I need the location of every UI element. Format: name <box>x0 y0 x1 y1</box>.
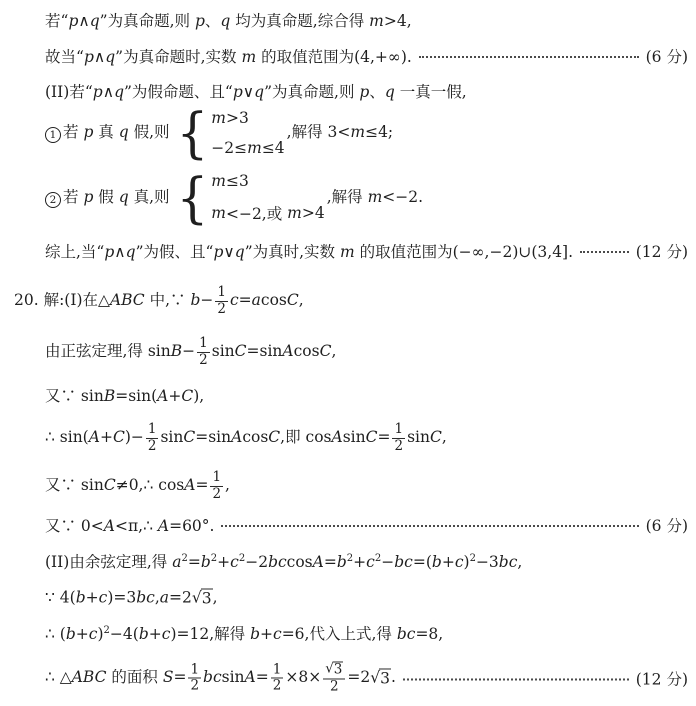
math-variable: p <box>83 48 94 66</box>
solution-line <box>45 336 336 368</box>
text-run: 的面积 <box>106 668 163 686</box>
line-content <box>45 166 424 230</box>
sqrt-expression <box>370 668 391 687</box>
line-content <box>45 101 394 165</box>
text-run: ∧ <box>114 243 126 261</box>
math-variable: c <box>230 553 239 571</box>
math-variable: B <box>170 342 183 360</box>
math-variable: C <box>365 428 378 446</box>
math-variable: p <box>92 83 103 101</box>
text-run: + <box>260 625 273 643</box>
text-run: ∵ 4( <box>45 588 76 607</box>
cases-group <box>176 166 325 230</box>
text-run: ) <box>463 553 470 571</box>
text-run: =sin <box>246 342 283 360</box>
exponent: 2 <box>374 552 382 564</box>
text-run: 、 <box>204 12 221 30</box>
math-variable: p <box>194 12 205 30</box>
text-run: ∴ △ <box>45 668 72 686</box>
text-run: 由正弦定理,得 sin <box>45 342 171 360</box>
math-variable: A <box>184 476 196 494</box>
math-variable: A <box>103 517 115 535</box>
text-run: cos <box>260 291 287 309</box>
solution-line <box>45 45 688 67</box>
math-variable: bc <box>394 553 413 571</box>
text-run: ∨ <box>223 243 235 261</box>
math-variable: m <box>339 243 355 261</box>
math-variable: C <box>234 342 247 360</box>
text-run: 假,则 <box>128 123 175 141</box>
math-variable: p <box>83 123 94 141</box>
math-variable: C <box>112 428 125 446</box>
text-run: 假 <box>93 188 119 206</box>
math-variable: b <box>138 625 149 643</box>
text-run: , <box>154 588 160 607</box>
math-variable: c <box>88 625 98 643</box>
fraction-denominator: 2 <box>199 351 208 368</box>
math-variable: q <box>125 243 136 261</box>
solution-line <box>45 661 688 694</box>
case-row <box>211 109 284 127</box>
math-variable: p <box>213 243 224 261</box>
fraction <box>271 662 284 694</box>
text-run: ”为真命题,则 <box>99 12 195 30</box>
text-run: ,即 cos <box>280 428 332 446</box>
line-content <box>45 422 447 454</box>
text-run: 、 <box>369 83 385 101</box>
math-variable: ABC <box>109 291 145 309</box>
text-run: ∧ <box>78 12 90 30</box>
math-variable: ABC <box>71 668 107 686</box>
math-variable: bc <box>396 625 416 643</box>
math-variable: C <box>181 387 194 405</box>
radical-sign: √ <box>370 668 380 686</box>
text-run: )=12,解得 <box>170 625 251 643</box>
math-variable: q <box>105 48 116 66</box>
math-variable: a <box>159 588 170 607</box>
text-run: + <box>99 428 113 446</box>
math-variable: C <box>429 428 442 446</box>
exponent: 2 <box>346 552 354 564</box>
text-run: ,解得 3< <box>286 123 351 141</box>
math-variable: A <box>88 428 100 446</box>
fraction <box>392 422 405 454</box>
math-variable: a <box>172 553 182 571</box>
solution-line <box>45 622 443 644</box>
radicand: 3 <box>201 589 212 608</box>
line-content <box>45 336 336 368</box>
math-variable: p <box>68 12 79 30</box>
math-variable: A <box>231 428 243 446</box>
text-run: )=3 <box>107 588 137 607</box>
text-run: , <box>298 291 304 309</box>
math-variable: b <box>65 625 76 643</box>
exponent: 2 <box>238 552 246 564</box>
math-variable: q <box>114 83 124 101</box>
text-run: =( <box>412 553 432 571</box>
math-variable: m <box>241 48 257 66</box>
line-content <box>45 470 230 502</box>
text-run: 均为真命题,综合得 <box>230 12 370 30</box>
math-variable: A <box>157 517 170 535</box>
text-run: sin <box>211 342 235 360</box>
fraction-denominator: 2 <box>329 678 339 694</box>
solution-line <box>14 285 304 317</box>
math-variable: B <box>103 387 116 405</box>
text-run: ≤3 <box>225 172 249 190</box>
text-run: >4, <box>383 12 412 30</box>
solution-line <box>45 240 688 262</box>
text-run: ∧ <box>93 48 106 66</box>
text-run: 若“ <box>45 12 69 30</box>
case-row <box>211 172 324 190</box>
line-content <box>45 589 218 608</box>
text-run: =2 <box>169 588 192 607</box>
fraction-numerator: 1 <box>272 660 282 677</box>
text-run: =sin <box>195 428 232 446</box>
line-content <box>45 384 204 406</box>
text-run: = <box>173 668 187 686</box>
solution-line <box>45 166 424 230</box>
fraction <box>188 662 201 694</box>
text-run: + <box>353 553 367 571</box>
text-run: cos <box>242 428 269 446</box>
text-run: 若 <box>63 188 84 206</box>
fraction-denominator: 2 <box>212 485 222 502</box>
text-run: 中,∵ <box>144 291 191 309</box>
line-content <box>45 9 412 31</box>
exponent: 2 <box>181 552 188 564</box>
text-run: =6,代入上式,得 <box>281 625 397 643</box>
math-variable: bc <box>268 553 287 571</box>
text-run: ≤4; <box>365 123 394 141</box>
math-variable: bc <box>136 588 155 607</box>
text-run: ), <box>193 387 205 405</box>
math-variable: m <box>367 188 383 206</box>
text-run: ”为真命题,则 <box>264 83 360 101</box>
math-variable: c <box>229 291 239 309</box>
text-run: sin <box>342 428 366 446</box>
text-run: ”为真命题时,实数 <box>115 48 242 66</box>
text-run: 又∵ sin <box>45 476 104 494</box>
fraction <box>210 470 223 502</box>
text-run: cos <box>286 553 313 571</box>
line-content <box>45 45 412 67</box>
text-run: −4( <box>109 625 139 643</box>
math-variable: m <box>211 204 226 222</box>
text-run: sin <box>407 428 430 446</box>
math-variable: A <box>331 428 343 446</box>
math-variable: m <box>211 172 226 190</box>
radicand: 3 <box>333 661 343 678</box>
circled-number: 1 <box>45 127 61 143</box>
fraction-denominator: 2 <box>147 437 157 454</box>
math-variable: q <box>89 12 100 30</box>
left-brace: { <box>176 166 209 230</box>
sqrt-expression <box>325 661 343 678</box>
text-run: (II)若“ <box>45 83 93 101</box>
math-variable: p <box>104 243 115 261</box>
score-label: (12 分) <box>635 670 688 688</box>
math-variable: c <box>273 625 282 643</box>
math-variable: A <box>282 342 294 360</box>
text-run: 若 <box>63 123 84 141</box>
text-run: <−2,或 <box>225 205 288 223</box>
dot-leader <box>419 56 639 58</box>
math-variable: q <box>384 83 395 101</box>
text-run: = <box>187 553 201 571</box>
math-variable: C <box>103 476 116 494</box>
text-run: = <box>238 291 252 309</box>
math-variable: q <box>234 243 245 261</box>
exponent: 2 <box>103 624 110 636</box>
text-run: =2 <box>347 668 371 686</box>
math-variable: C <box>183 428 196 446</box>
fraction-numerator: 1 <box>212 468 222 485</box>
exponent: 2 <box>469 552 476 564</box>
text-run: 综上,当“ <box>45 243 105 261</box>
text-run: <π,∴ <box>114 517 158 535</box>
text-run: , <box>517 553 523 571</box>
fraction-denominator: 2 <box>217 300 226 317</box>
math-variable: a <box>251 291 261 309</box>
text-run: 真 <box>93 123 119 141</box>
text-run: , <box>331 342 337 360</box>
math-variable: q <box>220 12 231 30</box>
text-run: >3 <box>225 109 249 127</box>
fraction <box>146 422 159 454</box>
text-run: ∧ <box>102 83 115 101</box>
score-label: (12 分) <box>635 243 688 261</box>
cases-group <box>176 101 285 165</box>
text-run: =sin( <box>115 387 158 405</box>
line-content <box>45 80 467 102</box>
text-run: )− <box>124 428 144 446</box>
fraction-numerator: 1 <box>199 334 208 351</box>
text-run: 真,则 <box>128 188 175 206</box>
text-run: −2 <box>245 553 269 571</box>
text-run: <−2. <box>382 188 424 206</box>
line-content <box>45 661 396 694</box>
line-content <box>45 622 443 644</box>
math-variable: c <box>161 625 171 643</box>
fraction <box>215 285 228 317</box>
text-run: . <box>391 668 396 686</box>
text-run: = <box>323 553 337 571</box>
text-run: ,解得 <box>326 188 368 206</box>
text-run: =60°. <box>169 517 215 535</box>
math-variable: C <box>268 428 281 446</box>
text-run: + <box>441 553 455 571</box>
text-run: ≠0,∴ cos <box>115 476 185 494</box>
text-run: + <box>85 588 99 607</box>
math-variable: p <box>359 83 370 101</box>
solution-line <box>45 589 218 608</box>
text-run: ”为真时,实数 <box>244 243 340 261</box>
fraction-numerator <box>323 661 345 678</box>
text-run: , <box>212 588 218 607</box>
fraction <box>197 336 210 368</box>
text-run: + <box>75 625 89 643</box>
math-variable: C <box>286 291 299 309</box>
math-variable: q <box>254 83 265 101</box>
solution-line <box>45 514 688 536</box>
cases-rows <box>211 172 324 224</box>
exponent: 2 <box>210 552 218 564</box>
text-run: − <box>182 342 196 360</box>
dot-leader <box>403 678 629 680</box>
fraction-denominator: 2 <box>272 677 282 694</box>
math-variable: C <box>319 342 332 360</box>
solution-line <box>45 422 447 454</box>
math-variable: A <box>244 668 256 686</box>
math-variable: c <box>366 553 375 571</box>
math-variable: m <box>287 204 302 222</box>
text-run: , <box>225 476 230 494</box>
solution-line <box>45 101 394 165</box>
math-variable: q <box>118 188 129 206</box>
text-run: sin <box>160 428 184 446</box>
text-run: ”为假、且“ <box>135 243 214 261</box>
solution-line <box>45 9 412 31</box>
text-run: , <box>441 428 447 446</box>
fraction-numerator: 1 <box>217 283 226 300</box>
cases-rows <box>211 109 284 157</box>
text-run: + <box>148 625 162 643</box>
math-variable: b <box>200 553 211 571</box>
score-label: (6 分) <box>645 517 688 535</box>
text-run: ×8× <box>285 668 322 686</box>
solution-line <box>45 80 467 102</box>
text-run: 又∵ sin <box>45 387 104 405</box>
circled-number: 2 <box>45 192 61 208</box>
line-content <box>14 285 304 317</box>
solution-line <box>45 384 204 406</box>
dot-leader <box>221 525 638 527</box>
text-run: − <box>200 291 214 309</box>
text-run: 又∵ 0< <box>45 517 104 535</box>
math-variable: c <box>98 588 108 607</box>
fraction-denominator: 2 <box>394 437 404 454</box>
line-content <box>45 514 214 536</box>
text-run: = <box>195 476 209 494</box>
text-run: ”为假命题、且“ <box>124 83 233 101</box>
fraction-numerator: 1 <box>190 660 200 677</box>
sqrt-expression <box>192 589 213 608</box>
text-run: −2≤ <box>211 139 248 157</box>
text-run: + <box>217 553 231 571</box>
text-run: 20. 解:(I)在△ <box>14 291 110 309</box>
case-row <box>211 202 324 224</box>
text-run: − <box>381 553 395 571</box>
radical-sign: √ <box>325 660 333 677</box>
text-run: =8, <box>415 625 444 643</box>
case-row <box>211 139 284 157</box>
text-run: −3 <box>475 553 499 571</box>
radical-sign: √ <box>191 588 201 607</box>
math-variable: m <box>211 109 226 127</box>
fraction-numerator: 1 <box>394 420 404 437</box>
text-run: 一真一假, <box>394 83 467 101</box>
text-run: sin <box>221 668 245 686</box>
math-variable: b <box>431 553 442 571</box>
text-run: ∴ sin( <box>45 428 89 446</box>
math-variable: bc <box>203 668 222 686</box>
text-run: (II)由余弦定理,得 <box>45 553 173 571</box>
math-variable: m <box>247 139 262 157</box>
text-run: ≤4 <box>261 139 285 157</box>
text-run: ∴ ( <box>45 625 66 643</box>
text-run: 故当“ <box>45 48 84 66</box>
text-run: ∨ <box>242 83 255 101</box>
math-variable: S <box>162 668 174 686</box>
math-variable: A <box>157 387 169 405</box>
math-variable: b <box>190 291 201 309</box>
math-variable: p <box>83 188 94 206</box>
solution-line <box>45 470 230 502</box>
fraction-numerator: 1 <box>147 420 157 437</box>
solution-line <box>45 550 522 572</box>
math-variable: b <box>336 553 347 571</box>
text-run: + <box>168 387 182 405</box>
math-variable: q <box>118 123 129 141</box>
text-run: 的取值范围为(4,+∞). <box>256 48 412 66</box>
left-brace: { <box>176 101 209 165</box>
math-variable: b <box>250 625 260 643</box>
text-run: cos <box>293 342 320 360</box>
text-run: = <box>377 428 391 446</box>
line-content <box>45 550 522 572</box>
text-run: = <box>255 668 269 686</box>
score-label: (6 分) <box>645 48 688 66</box>
text-run: ) <box>97 625 104 643</box>
radicand: 3 <box>380 669 391 687</box>
math-variable: A <box>312 553 324 571</box>
text-run: >4 <box>301 204 325 222</box>
dot-leader <box>580 251 629 253</box>
fraction-denominator: 2 <box>190 677 200 694</box>
line-content <box>45 240 573 262</box>
text-run: 的取值范围为(−∞,−2)∪(3,4]. <box>354 243 574 261</box>
math-variable: m <box>350 123 366 141</box>
math-variable: p <box>232 83 243 101</box>
math-variable: bc <box>498 553 518 571</box>
math-variable: b <box>75 588 86 607</box>
math-variable: c <box>454 553 464 571</box>
fraction <box>323 661 345 694</box>
math-variable: m <box>369 12 384 30</box>
